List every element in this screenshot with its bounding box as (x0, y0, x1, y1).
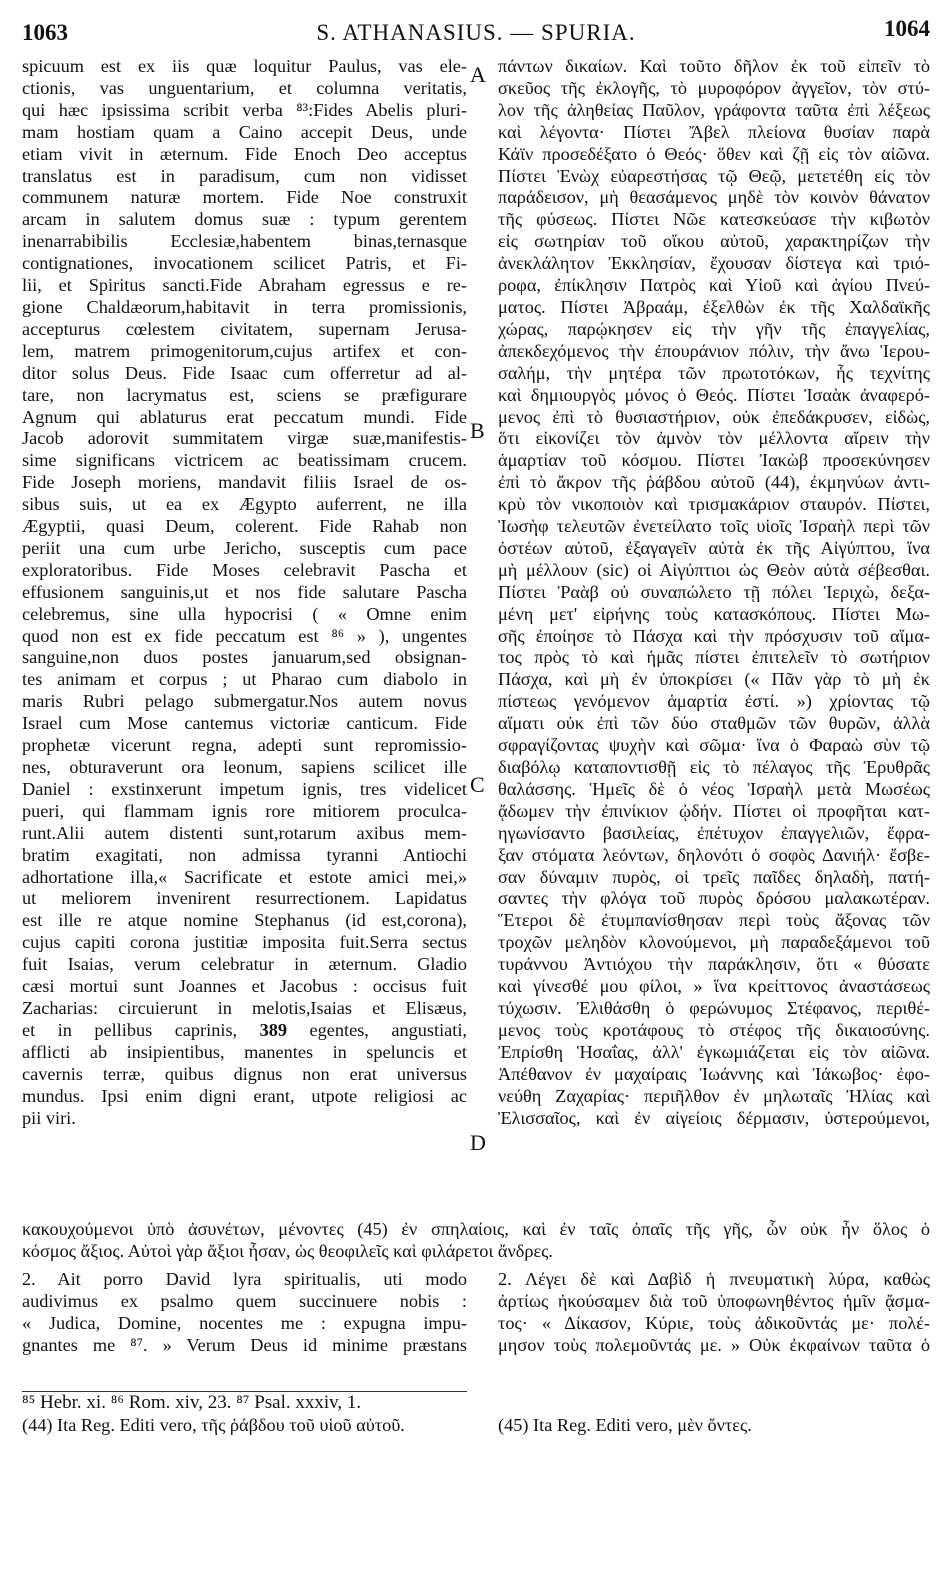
text-line: ὀστέων αὐτοῦ, ἐξαγαγεῖν αὐτὰ ἐκ τῆς Αἰγύπτου, ἵνα (498, 537, 930, 558)
text-line: ροφα, ἐπίκλησιν Πατρὸς καὶ Υἱοῦ καὶ ἁγίου Πνεύ- (498, 275, 930, 296)
text-line: mam hostiam quam a Caino accepit Deus, unde (22, 121, 467, 142)
text-line: ματος. Πίστει Ἀβραάμ, ἐξελθὼν ἐκ τῆς Χαλδαϊκῆς (498, 296, 930, 317)
text-line: ᾄδωμεν τὴν ἐπινίκιον ᾠδήν. Πίστει οἱ προφῆται κατ- (498, 800, 930, 821)
text-line: celebremus, sine ulla hypocrisi ( « Omne enim (22, 603, 467, 624)
text-line: ηγωνίσαντο βασιλείας, ἐπέτυχον ἐπαγγελιῶν, ἔφρα- (498, 822, 930, 843)
margin-letter-a: A (470, 62, 486, 87)
text-line: Daniel : exstinxerunt impetum ignis, tres videlicet (22, 778, 467, 799)
text-line: fuit Isaias, verum celebratur in æternum. Gladio (22, 954, 467, 975)
text-line: μενος τοὺς κροτάφους τὸ στέφος τῆς δικαιοσύνης. (498, 1019, 930, 1040)
text-line: ἀρτίως ἠκούσαμεν διὰ τοῦ ὑποφωνηθέντος ἡμῖν ᾄσμα- (498, 1291, 930, 1311)
text-line: τος πρὸς τὸ καὶ ἡμᾶς πίστει ἐπιτελεῖν τὸ σωτήριον (498, 647, 930, 668)
text-line: κρὺ τὸν νικοποιὸν καὶ τρισμακάριον σταυρόν. Πίστει, (498, 494, 930, 515)
variant-note-45: (45) Ita Reg. Editi vero, μὲν ὄντες. (498, 1415, 752, 1435)
text-line: ἀνεκλάλητον Ἐκκλησίαν, ἔχουσαν δίστεγα καὶ τριό- (498, 253, 930, 274)
text-line: μησον τοὺς πολεμοῦντάς με. » Οὐκ ἐκφαίνων ταῦτα ὁ (498, 1335, 930, 1355)
text-line: prophetæ vicerunt regna, adepti sunt repromissio- (22, 735, 467, 756)
text-line: mundus. Ipsi enim digni erant, utpote religiosi ac (22, 1085, 467, 1106)
text-line: accepturus cœlestem civitatem, supernam Jerusa- (22, 318, 467, 339)
text-line: spicuum est ex iis quæ loquitur Paulus, vas ele- (22, 56, 467, 76)
text-line: μὴ μέλλουν (sic) οἱ Αἰγύπτιοι ὡς Θεὸν αὐτὰ σέβεσθαι. (498, 559, 930, 580)
text-line: nes, obturaverunt ora leonum, sapiens scilicet ille (22, 757, 467, 777)
text-line: θαλάσσης. Ἡμεῖς δὲ ὁ νέος Ἰσραὴλ μετὰ Μωσέως (498, 778, 930, 799)
text-line: cæsi mortui sunt Joannes et Jacobus : occisus fuit (22, 976, 467, 997)
running-title: S. ATHANASIUS. — SPURIA. (316, 20, 636, 45)
text-line: αἵματι οὐκ ἐπὶ τῶν δύο σταθμῶν τῶν θυρῶν, ἀλλὰ (498, 713, 930, 734)
text-line: maris Rubri pelago submergatur.Nos autem novus (22, 691, 467, 712)
greek-run-on-block (22, 1218, 930, 1262)
greek-run-on-line: κόσμος ἄξιος. Αὐτοὶ γὰρ ἄξιοι ἦσαν, ὡς θεοφιλεῖς καὶ φιλάρετοι ἄνδρες. (22, 1241, 553, 1261)
text-line: Jacob adorovit summitatem virgæ suæ,manifestis- (22, 428, 467, 449)
text-line: Ægyptii, quasi Deum, colerent. Fide Rahab non (22, 516, 467, 537)
text-line: 2. Ait porro David lyra spiritualis, uti modo (22, 1269, 467, 1289)
text-line: ὅτι εἰκονίζει τὸν ἀμνὸν τὸν μέλλοντα αἴρειν τὴν (498, 428, 930, 449)
scripture-footnotes: ⁸⁵ Hebr. xi. ⁸⁶ Rom. xiv, 23. ⁸⁷ Psal. xxxiv, 1. (22, 1392, 362, 1413)
text-line: « Judica, Domine, nocentes me : expugna impu- (22, 1313, 467, 1333)
text-line: 2. Λέγει δὲ καὶ Δαβὶδ ἡ πνευματικὴ λύρα, καθὼς (498, 1269, 930, 1289)
text-line: Ἐπρίσθη Ἡσαΐας, ἀλλ' ἐγκωμιάζεται εἰς τὸν αἰῶνα. (498, 1041, 930, 1062)
text-line: νεύθη Ζαχαρίας· περιῆλθον ἐν μηλωταῖς Ἠλίας καὶ (498, 1085, 930, 1106)
greek-run-on-line: κακουχούμενοι ὑπὸ ἀσυνέτων, μένοντες (45) ἐν σπηλαίοις, καὶ ἐν ταῖς ὀπαῖς τῆς γῆς, ὧν οὐκ ἦν ὅλος ὁ (22, 1219, 930, 1239)
text-line: ctionis, vas unguentarium, et columna veritatis, (22, 77, 467, 98)
text-line: Ἀπέθανον ἐν μαχαίραις Ἰωάννης καὶ Ἰάκωβος· ἐφο- (498, 1063, 930, 1084)
text-line: Πάσχα, καὶ μὴ ἐν ὑποκρίσει (« Πᾶν γὰρ τὸ μὴ ἐκ (498, 669, 930, 690)
text-line: καὶ δημιουργὸς μόνος ὁ Θεός. Πίστει Ἰσαὰκ ἀναφερό- (498, 384, 930, 405)
text-line: cujus capiti corona justitiæ imposita fuit.Serra sectus (22, 932, 467, 953)
text-line: Ἕτεροι δὲ ἐτυμπανίσθησαν περὶ τοὺς ἄξονας τῶν (498, 910, 930, 931)
text-line: effusionem sanguinis,ut et nos fide salutare Pascha (22, 581, 467, 602)
text-line: τύχωσιν. Ἐλιθάσθη ὁ φερώνυμος Στέφανος, περιθέ- (498, 997, 930, 1018)
text-line: χώρας, παρῴκησεν εἰς τὴν γῆν τῆς ἐπαγγελίας, (498, 318, 930, 339)
text-line: audivimus ex psalmo quem succinuere nobis : (22, 1291, 467, 1311)
text-line: periit una cum urbe Jericho, susceptis cum pace (22, 537, 467, 558)
left-column-number: 1063 (22, 20, 68, 45)
text-line: τῆς φύσεως. Πίστει Νῶε κατεσκεύασε τὴν κιβωτὸν (498, 209, 930, 230)
text-line: sanguine,non duos postes januarum,sed obsignan- (22, 647, 467, 668)
text-line: gione Chaldæorum,habitavit in terra promissionis, (22, 296, 467, 317)
variant-note-44: (44) Ita Reg. Editi vero, τῆς ῥάβδου τοῦ υἱοῦ αὐτοῦ. (22, 1415, 405, 1435)
latin-column (22, 56, 467, 1129)
text-line: καὶ λέγοντα· Πίστει Ἄβελ πλείονα θυσίαν παρὰ (498, 121, 930, 142)
text-line: Ἐλισσαῖος, καὶ ἐν αἰγείοις δέρμασιν, ὑστερούμενοι, (498, 1107, 930, 1128)
text-line: pueri, qui flammam ignis rore mitiorem proculca- (22, 800, 467, 821)
text-line: σῆς ἐποίησε τὸ Πάσχα καὶ τὴν πρόσχυσιν τοῦ αἵμα- (498, 625, 930, 646)
text-line: Πίστει Ῥαὰβ οὐ συναπώλετο τῇ πόλει Ἱεριχὼ, δεξα- (498, 581, 930, 602)
text-line: lem, matrem primogenitorum,cujus artifex et con- (22, 340, 467, 361)
text-line: Ἰωσὴφ τελευτῶν ἐνετείλατο τοῖς υἱοῖς Ἰσραὴλ περὶ τῶν (498, 516, 930, 537)
text-line: Zacharias: circuierunt in melotis,Isaias et Elisæus, (22, 997, 467, 1018)
text-line: πίστεως γενόμενον ἁμαρτία ἐστί. ») χρίοντας τῷ (498, 691, 930, 712)
text-line: communem naturæ mortem. Fide Noe construxit (22, 187, 467, 208)
text-line: Πίστει Ἐνὼχ εὐαρεστήσας τῷ Θεῷ, μετετέθη εἰς τὸν (498, 165, 930, 186)
text-line: etiam vivit in æternum. Fide Enoch Deo acceptus (22, 143, 467, 164)
text-line: sime significans victricem ac beatissimam crucem. (22, 450, 467, 471)
text-line: Fide Joseph moriens, mandavit filiis Israel de os- (22, 472, 467, 493)
text-line: contignationes, invocationem scilicet Patris, et Fi- (22, 253, 467, 274)
text-line: λον τῆς ἀληθείας Παῦλον, γράφοντα ταῦτα ἐπὶ λέξεως (498, 99, 930, 120)
text-line: σαν δύναμιν πυρὸς, οἱ τρεῖς παῖδες δηλαδὴ, πατή- (498, 866, 930, 887)
greek-paragraph-2 (498, 1268, 930, 1356)
text-line: σφραγίζοντας ψυχὴν καὶ σῶμα· ἵνα ὁ Φαραὼ σὺν τῷ (498, 735, 930, 756)
right-column-number: 1064 (884, 16, 930, 41)
text-line: lii, et Spiritus sancti.Fide Abraham egressus e re- (22, 275, 467, 296)
text-line: εἰς σωτηρίαν τοῦ οἴκου αὐτοῦ, χαρακτηρίζων τὴν (498, 231, 930, 252)
text-line: quod non est ex fide peccatum est ⁸⁶ » ), ungentes (22, 625, 467, 646)
text-line: translatus est in paradisum, cum non vidisset (22, 165, 467, 186)
text-line: ἁμαρτίαν τοῦ κόσμου. Πίστει Ἰακὼβ προσεκύνησεν (498, 450, 930, 471)
margin-letter-b: B (470, 418, 485, 443)
text-line: σκεῦος τῆς ἐκλογῆς, τὸ μυροφόρον ἀγγεῖον, τὸν στύ- (498, 77, 930, 98)
text-line: sibus suis, ut ea ex Ægypto auferrent, ne illa (22, 494, 467, 515)
text-line: afflicti ab insipientibus, manentes in speluncis et (22, 1041, 467, 1062)
text-line: σαλήμ, τὴν μητέρα τῶν πρωτοτόκων, ἧς τεχνίτης (498, 362, 930, 383)
text-line: μένη μετ' εἰρήνης τοὺς κατασκόπους. Πίστει Μω- (498, 603, 930, 624)
text-line: μενος ἐπὶ τὸ θυσιαστήριον, οὐκ ἐπεδάκρυσεν, εἰδὼς, (498, 406, 930, 427)
text-line: est ille re atque nomine Stephanus (id est,corona), (22, 910, 467, 931)
text-line: Agnum qui ablaturus erat peccatum mundi. Fide (22, 406, 467, 427)
text-line: cavernis terræ, quibus dignus non erat universus (22, 1063, 467, 1084)
text-line: ἀπεκδεχόμενος τὴν ἐπουράνιον πόλιν, τὴν ἄνω Ἱερου- (498, 340, 930, 361)
text-line: bratim exagitati, non admissa tyranni Antiochi (22, 844, 467, 865)
text-line: gnantes me ⁸⁷. » Verum Deus id minime præstans (22, 1335, 467, 1355)
greek-column (498, 56, 930, 1129)
text-line: τυράννου Ἀντιόχου τὴν παράκλησιν, ὅτι « θύσατε (498, 954, 930, 975)
text-line: inenarrabibilis Ecclesiæ,habentem binas,ternasque (22, 231, 467, 252)
text-line: qui hæc ipsissima scribit verba ⁸³:Fides Abelis pluri- (22, 99, 467, 120)
text-line: σαντες τὴν φλόγα τοῦ πυρὸς δρόσου μαλακωτέραν. (498, 888, 930, 909)
text-line: παράδεισον, μὴ θεασάμενος μηδὲ τὸν κοινὸν θάνατον (498, 187, 930, 208)
margin-letter-d: D (470, 1130, 486, 1155)
text-line: πάντων δικαίων. Καὶ τοῦτο δῆλον ἐκ τοῦ εἰπεῖν τὸ (498, 56, 930, 76)
text-line: tes animam et corpus ; ut Pharao cum diabolo in (22, 669, 467, 690)
text-line: Israel cum Mose cantemus victoriæ canticum. Fide (22, 713, 467, 734)
text-line: Κάϊν προσεδέξατο ὁ Θεός· ὅθεν καὶ ζῇ εἰς τὸν αἰῶνα. (498, 143, 930, 164)
margin-letter-c: C (470, 772, 485, 797)
text-line: runt.Alii autem distenti sunt,rotarum axibus mem- (22, 822, 467, 843)
text-line: ξαν στόματα λεόντων, δηλονότι ὁ σοφὸς Δανιήλ· ἔσβε- (498, 844, 930, 865)
text-line: arcam in salutem domus suæ : typum gerentem (22, 209, 467, 230)
text-line: τροχῶν μεληδὸν κλονούμενοι, μὴ παραδεξάμενοι τοῦ (498, 932, 930, 953)
text-line: ut meliorem invenirent resurrectionem. Lapidatus (22, 888, 467, 909)
text-line: tare, non lacrymatus est, sciens se præfigurare (22, 384, 467, 405)
text-line: ἐπὶ τὸ ἄκρον τῆς ῥάβδου αὐτοῦ (44), ἐκμηνύων ἀντι- (498, 472, 930, 493)
text-line: pii viri. (22, 1107, 76, 1128)
text-line: adhortatione illa,« Sacrificate et estote amici mei,» (22, 866, 467, 887)
text-line: exploratoribus. Fide Moses celebravit Pascha et (22, 559, 467, 580)
latin-paragraph-2 (22, 1268, 467, 1356)
text-line: ditor solus Deus. Fide Isaac cum offerretur ad al- (22, 362, 467, 383)
text-line: τος· « Δίκασον, Κύριε, τοὺς ἀδικοῦντάς με· πολέ- (498, 1313, 930, 1333)
text-line: καὶ γίνεσθέ μου φίλοι, » ἵνα κρείττονος ἀναστάσεως (498, 976, 930, 997)
page-marker: 389 (259, 1019, 288, 1040)
text-line: et in pellibus caprinis, 389 egentes, angustiati, (22, 1019, 467, 1040)
text-line: διαβόλῳ καταποντισθῇ εἰς τὸ πέλαγος τῆς Ἐρυθρᾶς (498, 757, 930, 777)
